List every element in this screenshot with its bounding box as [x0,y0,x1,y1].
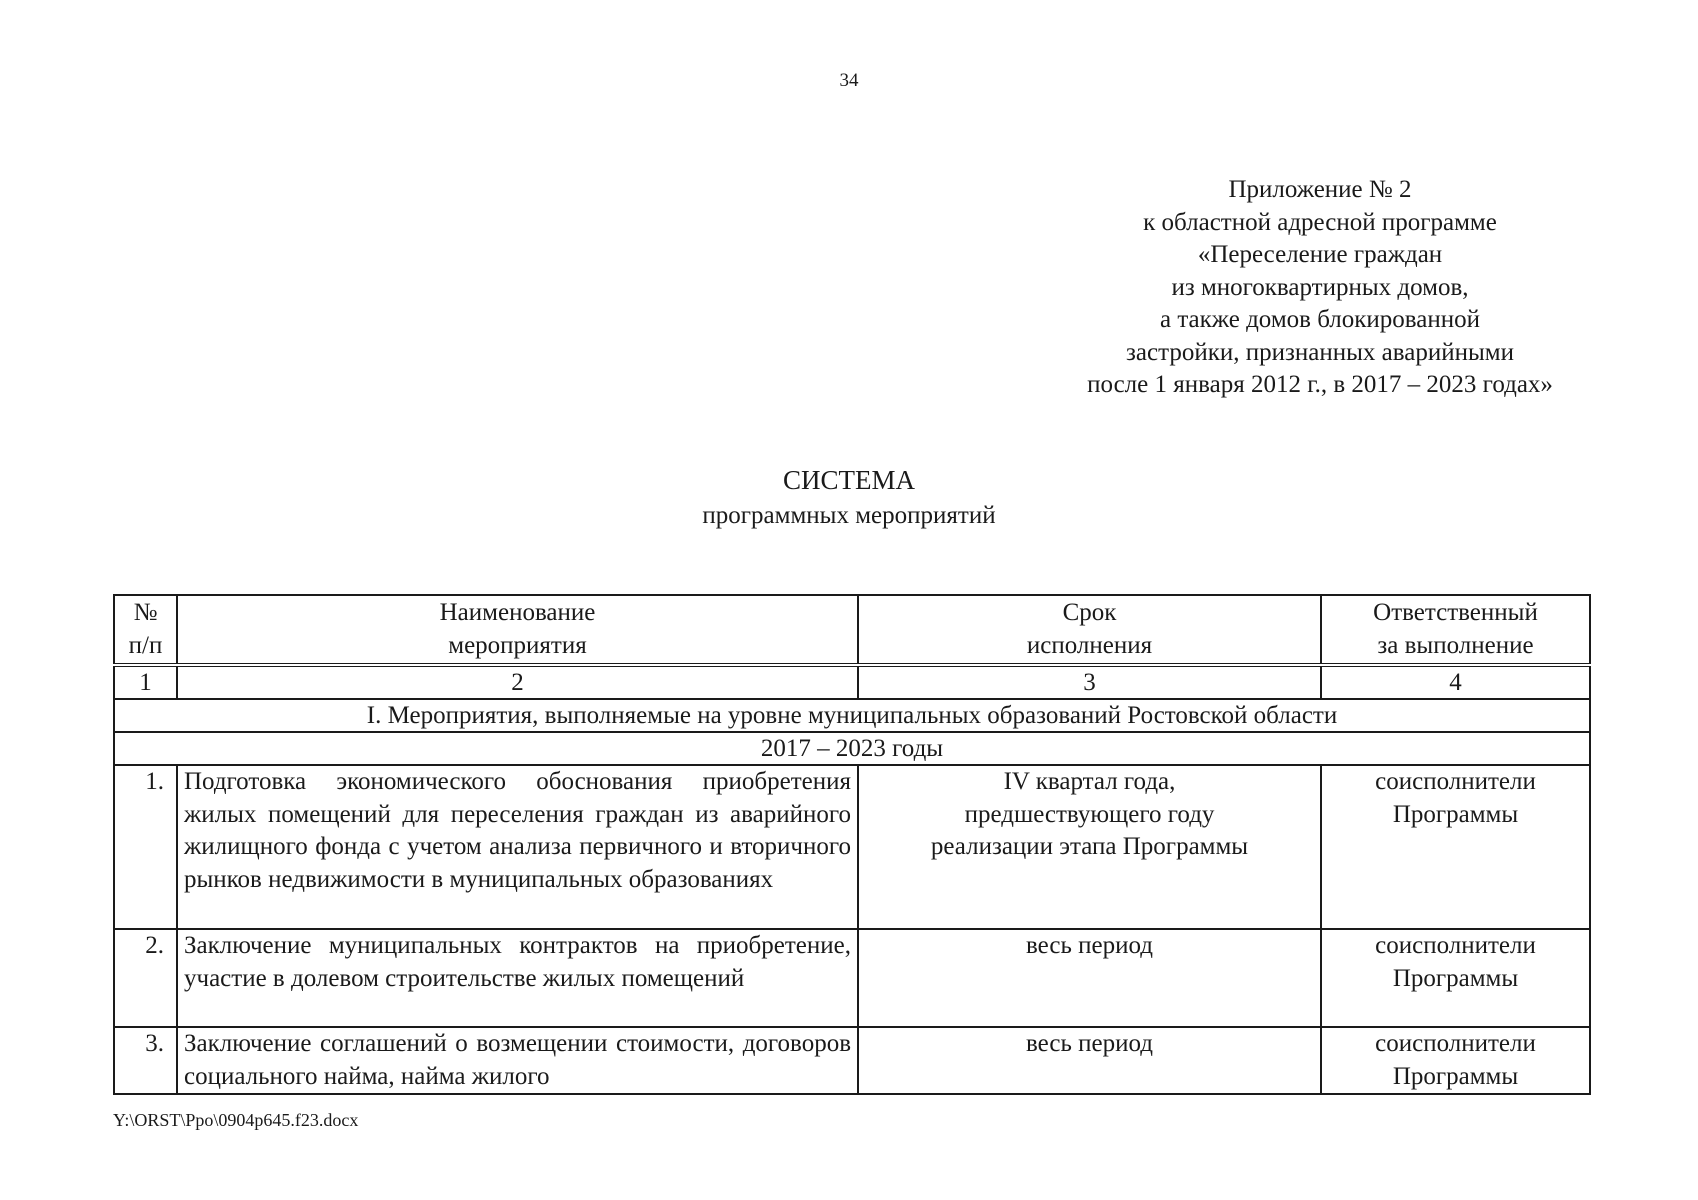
item-term: IV квартал года, предшествующего году реализации этапа Программы [858,765,1321,929]
item-responsible: соисполнители Программы [1321,1027,1590,1094]
item-number: 1. [114,765,177,929]
item-responsible: соисполнители Программы [1321,765,1590,929]
period-row [114,732,1590,765]
appendix-heading [1020,174,1620,402]
item-responsible: соисполнители Программы [1321,929,1590,1027]
appendix-line: из многоквартирных домов, [1171,273,1469,301]
document-title: СИСТЕМА [782,465,915,495]
appendix-line: к областной адресной программе [1143,208,1497,236]
item-term: весь период [858,929,1321,1027]
appendix-line: «Переселение граждан [1197,241,1443,268]
column-numbers-row [114,665,1590,699]
appendix-line: Приложение № 2 [1228,176,1412,203]
document-subtitle: программных мероприятий [702,502,996,529]
period-label: 2017 – 2023 годы [114,732,1590,765]
item-term: весь период [858,1027,1321,1094]
header-term: Срок исполнения [858,595,1321,665]
header-responsible: Ответственный за выполнение [1321,595,1590,665]
item-number: 2. [114,929,177,1027]
table-row [114,765,1590,929]
page-number: 34 [839,70,859,91]
table-header-row [114,595,1590,665]
appendix-line: а также домов блокированной [1159,306,1481,333]
column-number: 1 [114,665,177,699]
item-number: 3. [114,1027,177,1094]
table-row [114,1027,1590,1094]
header-number: № п/п [114,595,177,665]
column-number: 3 [858,665,1321,699]
item-name: Заключение соглашений о возмещении стоимости, договоров социального найма, найма жилого [177,1027,858,1094]
table-row [114,929,1590,1027]
item-name: Заключение муниципальных контрактов на приобретение, участие в долевом строительстве жилых помещений [177,929,858,1027]
column-number: 2 [177,665,858,699]
header-name: Наименование мероприятия [177,595,858,665]
section-title: I. Мероприятия, выполняемые на уровне муниципальных образований Ростовской области [114,699,1590,732]
program-measures-table [113,594,1591,1095]
footer-file-path: Y:\ORST\Ppo\0904p645.f23.docx [113,1110,359,1130]
column-number: 4 [1321,665,1590,699]
appendix-line: застройки, признанных аварийными [1126,338,1514,366]
appendix-line: после 1 января 2012 г., в 2017 – 2023 годах» [1087,371,1553,398]
section-row [114,699,1590,732]
item-name: Подготовка экономического обоснования приобретения жилых помещений для переселения граждан из аварийного жилищного фонда с учетом анализа первичного и вторичного рынков недвижимости в муниципальных образованиях [177,765,858,929]
